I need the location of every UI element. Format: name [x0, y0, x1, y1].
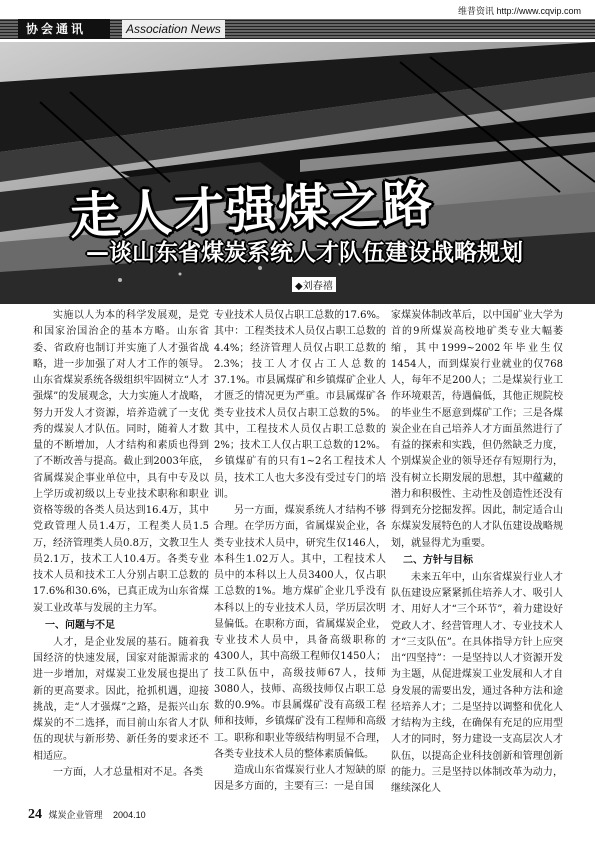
paragraph: 人才，是企业发展的基石。随着我国经济的快速发展，国家对能源需求的进一步增加，对煤炭工业发展也提出了新的更高要求。因此，抢抓机遇，迎接挑战，走“人才强煤”之路，是振兴山东煤炭的不二选择，而目前山东省人才队伍的现状与新形势、新任务的要求还不相适应。 [33, 636, 209, 762]
article-title: 走人才强煤之路 [69, 174, 436, 246]
paragraph: 未来五年中，山东省煤炭行业人才队伍建设应紧紧抓住培养人才、吸引人才、用好人才“三个环节”，着力建设好党政人才、经营管理人才、专业技术人才“三支队伍”。在具体指导方针上应突出“四坚持”：一是坚持以人才资源开发为主题，从促进煤炭工业发展和人才自身发展的需要出发，通过各种方法和途径培养人才；二是坚持以调整和优化人才结构为主线，在确保有充足的应用型人才的同时，努力建设一支高层次人才队伍，以提高企业科技创新和管理创新的能力。三是坚持以体制改革为动力，继续深化人 [391, 571, 563, 794]
text-column-3 [391, 308, 563, 797]
journal-issue: 2004.10 [113, 810, 146, 820]
paragraph: 家煤炭体制改革后，以中国矿业大学为首的9所煤炭高校地矿类专业大幅萎缩，其中1999~2002年毕业生仅1454人，而到煤炭行业就业的仅768人，每年不足200人；二是煤炭行业工作环境艰苦，待遇偏低，其他正规院校的毕业生不愿意到煤矿工作；三是各煤炭企业在自己培养人才方面虽然进行了有益的探索和实践，但仍然缺乏力度，个别煤炭企业的领导还存有短期行为，没有树立长期发展的思想，其中蕴藏的潜力和积极性、主动性及创造性还没有得到充分挖掘发挥。因此，制定适合山东煤炭发展特色的人才队伍建设战略规划，就显得尤为重要。 [391, 310, 563, 549]
paragraph: 专业技术人员仅占职工总数的17.6%。其中：工程类技术人员仅占职工总数的4.4%；经济管理人员仅占职工总数的2.3%；技工人才仅占工人总数的37.1%。市县属煤矿和乡镇煤矿企业人才匮乏的情况更为严重。市县属煤矿各类专业技术人员仅占职工总数的5%。其中，工程技术人员仅占职工总数的2%；技术工人仅占职工总数的12%。乡镇煤矿有的只有1~2名工程技术人员，技术工人也大多没有受过专门的培训。 [214, 310, 386, 500]
text-column-2 [214, 308, 386, 796]
section-heading: 二、方针与目标 [403, 554, 473, 566]
section-name-en: Association News [122, 20, 225, 38]
section-heading: 一、问题与不足 [45, 619, 115, 631]
page-number: 24 [28, 807, 42, 822]
paragraph: 实施以人为本的科学发展观，是党和国家治国治企的基本方略。山东省委、省政府也制订并实施了人才强省战略，进一步加强了对人才工作的领导。山东省煤炭系统各级组织牢固树立“人才强煤”的发展观念，大力实施人才战略，努力开发人才资源，培养造就了一支优秀的煤炭人才队伍。同时，随着人才数量的不断增加，人才结构和素质也得到了不断改善与提高。截止到2003年底，省属煤炭企事业单位中，具有中专及以上学历或初级以上专业技术职称和职业资格等级的各类人员达到16.4万，其中党政管理人员1.4万，工程类人员1.5万，经济管理类人员0.8万，文教卫生人员2.1万，技术工人10.4万。各类专业技术人员和技术工人分别占职工总数的17.6%和30.6%，已真正成为山东省煤炭工业改革与发展的主力军。 [33, 310, 209, 614]
article-author: ◆刘春禧 [292, 277, 336, 292]
source-url: 维普资讯 http://www.cqvip.com [457, 6, 581, 16]
article-subtitle: —谈山东省煤炭系统人才队伍建设战略规划 [86, 240, 523, 266]
paragraph: 造成山东省煤炭行业人才短缺的原因是多方面的，主要有三：一是自国 [214, 765, 386, 793]
page-footer [28, 807, 146, 823]
paragraph: 另一方面，煤炭系统人才结构不够合理。在学历方面，省属煤炭企业，各类专业技术人员中，研究生仅146人，本科生1.02万人。其中，工程技术人员中的本科以上人员3400人，仅占职工总数的1%。地方煤矿企业几乎没有本科以上的专业技术人员，学历层次明显偏低。在职称方面，省属煤炭企业，专业技术人员中，具备高级职称的4300人，其中高级工程师仅1450人；技工队伍中，高级技师67人，技师3080人，技师、高级技师仅占职工总数的0.9%。市县属煤矿没有高级工程师和技师，乡镇煤矿没有工程师和高级工。职称和职业等级结构明显不合理，各类专业技术人员的整体素质偏低。 [214, 505, 386, 760]
journal-name: 煤炭企业管理 [48, 810, 103, 820]
text-column-1 [33, 308, 209, 781]
paragraph: 一方面，人才总量相对不足。各类 [53, 766, 203, 778]
section-name-cn: 协会通讯 [26, 22, 87, 36]
